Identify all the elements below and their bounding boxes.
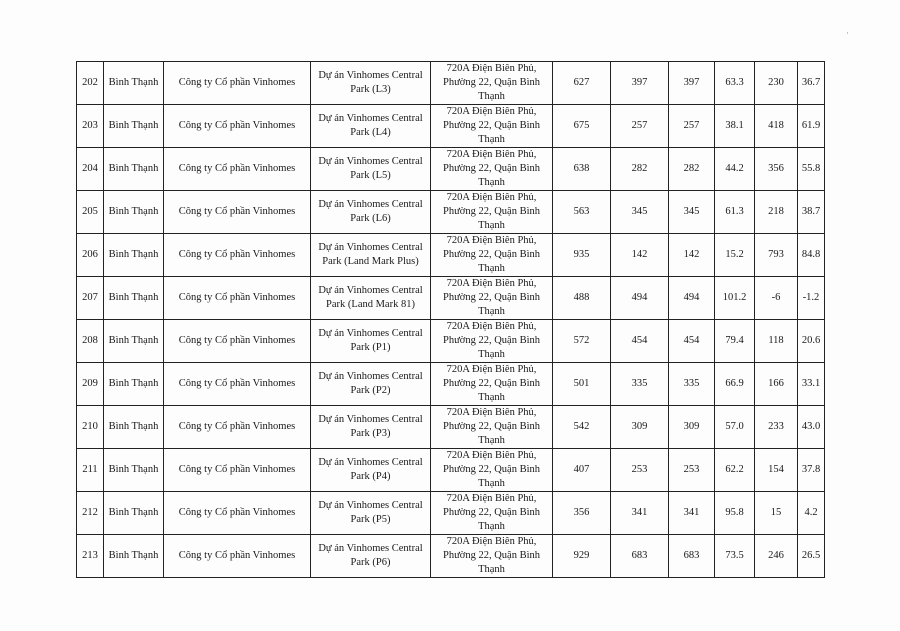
district-cell: Bình Thạnh — [104, 105, 164, 148]
stt-cell: 205 — [77, 191, 104, 234]
value-cell-4: 66.9 — [715, 363, 755, 406]
stt-cell: 206 — [77, 234, 104, 277]
value-cell-6: 38.7 — [798, 191, 825, 234]
company-cell: Công ty Cổ phần Vinhomes — [164, 105, 311, 148]
district-cell: Bình Thạnh — [104, 406, 164, 449]
project-cell: Dự án Vinhomes Central Park (L3) — [311, 62, 431, 105]
company-cell: Công ty Cổ phần Vinhomes — [164, 535, 311, 578]
stt-cell: 213 — [77, 535, 104, 578]
data-table — [76, 61, 825, 578]
company-cell: Công ty Cổ phần Vinhomes — [164, 62, 311, 105]
value-cell-1: 935 — [553, 234, 611, 277]
value-cell-3: 683 — [669, 535, 715, 578]
value-cell-5: 15 — [755, 492, 798, 535]
table-row — [77, 363, 825, 406]
address-cell: 720A Điện Biên Phủ, Phường 22, Quận Bình Thạnh — [431, 62, 553, 105]
value-cell-3: 142 — [669, 234, 715, 277]
table-row — [77, 406, 825, 449]
value-cell-4: 101.2 — [715, 277, 755, 320]
value-cell-4: 63.3 — [715, 62, 755, 105]
stt-cell: 204 — [77, 148, 104, 191]
stt-cell: 212 — [77, 492, 104, 535]
address-cell: 720A Điện Biên Phủ, Phường 22, Quận Bình Thạnh — [431, 535, 553, 578]
value-cell-2: 335 — [611, 363, 669, 406]
value-cell-6: 33.1 — [798, 363, 825, 406]
value-cell-4: 79.4 — [715, 320, 755, 363]
value-cell-1: 627 — [553, 62, 611, 105]
value-cell-3: 454 — [669, 320, 715, 363]
value-cell-6: 26.5 — [798, 535, 825, 578]
value-cell-5: 166 — [755, 363, 798, 406]
value-cell-5: 246 — [755, 535, 798, 578]
company-cell: Công ty Cổ phần Vinhomes — [164, 449, 311, 492]
value-cell-1: 488 — [553, 277, 611, 320]
company-cell: Công ty Cổ phần Vinhomes — [164, 492, 311, 535]
company-cell: Công ty Cổ phần Vinhomes — [164, 234, 311, 277]
value-cell-5: 154 — [755, 449, 798, 492]
address-cell: 720A Điện Biên Phủ, Phường 22, Quận Bình Thạnh — [431, 449, 553, 492]
company-cell: Công ty Cổ phần Vinhomes — [164, 320, 311, 363]
project-cell: Dự án Vinhomes Central Park (L4) — [311, 105, 431, 148]
value-cell-6: -1.2 — [798, 277, 825, 320]
value-cell-1: 675 — [553, 105, 611, 148]
project-cell: Dự án Vinhomes Central Park (L5) — [311, 148, 431, 191]
district-cell: Bình Thạnh — [104, 449, 164, 492]
value-cell-2: 683 — [611, 535, 669, 578]
project-cell: Dự án Vinhomes Central Park (P5) — [311, 492, 431, 535]
value-cell-3: 494 — [669, 277, 715, 320]
address-cell: 720A Điện Biên Phủ, Phường 22, Quận Bình Thạnh — [431, 191, 553, 234]
value-cell-2: 345 — [611, 191, 669, 234]
table-row — [77, 148, 825, 191]
district-cell: Bình Thạnh — [104, 191, 164, 234]
value-cell-6: 55.8 — [798, 148, 825, 191]
district-cell: Bình Thạnh — [104, 234, 164, 277]
value-cell-2: 494 — [611, 277, 669, 320]
value-cell-3: 309 — [669, 406, 715, 449]
address-cell: 720A Điện Biên Phủ, Phường 22, Quận Bình Thạnh — [431, 277, 553, 320]
value-cell-1: 501 — [553, 363, 611, 406]
district-cell: Bình Thạnh — [104, 62, 164, 105]
table-row — [77, 535, 825, 578]
value-cell-4: 57.0 — [715, 406, 755, 449]
value-cell-5: -6 — [755, 277, 798, 320]
value-cell-2: 282 — [611, 148, 669, 191]
value-cell-1: 542 — [553, 406, 611, 449]
value-cell-1: 572 — [553, 320, 611, 363]
value-cell-5: 356 — [755, 148, 798, 191]
address-cell: 720A Điện Biên Phủ, Phường 22, Quận Bình Thạnh — [431, 105, 553, 148]
value-cell-2: 142 — [611, 234, 669, 277]
value-cell-3: 253 — [669, 449, 715, 492]
district-cell: Bình Thạnh — [104, 320, 164, 363]
project-cell: Dự án Vinhomes Central Park (P2) — [311, 363, 431, 406]
company-cell: Công ty Cổ phần Vinhomes — [164, 191, 311, 234]
value-cell-6: 43.0 — [798, 406, 825, 449]
value-cell-4: 61.3 — [715, 191, 755, 234]
district-cell: Bình Thạnh — [104, 535, 164, 578]
project-cell: Dự án Vinhomes Central Park (Land Mark Plus) — [311, 234, 431, 277]
address-cell: 720A Điện Biên Phủ, Phường 22, Quận Bình Thạnh — [431, 406, 553, 449]
value-cell-4: 73.5 — [715, 535, 755, 578]
value-cell-2: 341 — [611, 492, 669, 535]
company-cell: Công ty Cổ phần Vinhomes — [164, 277, 311, 320]
value-cell-6: 37.8 — [798, 449, 825, 492]
value-cell-1: 356 — [553, 492, 611, 535]
district-cell: Bình Thạnh — [104, 277, 164, 320]
table-row — [77, 191, 825, 234]
address-cell: 720A Điện Biên Phủ, Phường 22, Quận Bình Thạnh — [431, 234, 553, 277]
value-cell-3: 257 — [669, 105, 715, 148]
table-row — [77, 277, 825, 320]
value-cell-3: 282 — [669, 148, 715, 191]
address-cell: 720A Điện Biên Phủ, Phường 22, Quận Bình Thạnh — [431, 320, 553, 363]
project-cell: Dự án Vinhomes Central Park (P3) — [311, 406, 431, 449]
value-cell-5: 233 — [755, 406, 798, 449]
project-cell: Dự án Vinhomes Central Park (Land Mark 81) — [311, 277, 431, 320]
company-cell: Công ty Cổ phần Vinhomes — [164, 363, 311, 406]
value-cell-6: 20.6 — [798, 320, 825, 363]
stt-cell: 202 — [77, 62, 104, 105]
value-cell-6: 84.8 — [798, 234, 825, 277]
district-cell: Bình Thạnh — [104, 148, 164, 191]
value-cell-5: 793 — [755, 234, 798, 277]
stt-cell: 210 — [77, 406, 104, 449]
district-cell: Bình Thạnh — [104, 492, 164, 535]
value-cell-3: 345 — [669, 191, 715, 234]
value-cell-6: 36.7 — [798, 62, 825, 105]
table-container — [76, 61, 824, 578]
value-cell-4: 44.2 — [715, 148, 755, 191]
project-cell: Dự án Vinhomes Central Park (P4) — [311, 449, 431, 492]
scan-dot: · — [846, 28, 849, 38]
project-cell: Dự án Vinhomes Central Park (L6) — [311, 191, 431, 234]
value-cell-5: 418 — [755, 105, 798, 148]
project-cell: Dự án Vinhomes Central Park (P1) — [311, 320, 431, 363]
table-body — [77, 62, 825, 578]
stt-cell: 209 — [77, 363, 104, 406]
value-cell-1: 638 — [553, 148, 611, 191]
value-cell-5: 230 — [755, 62, 798, 105]
value-cell-2: 454 — [611, 320, 669, 363]
value-cell-2: 253 — [611, 449, 669, 492]
stt-cell: 211 — [77, 449, 104, 492]
company-cell: Công ty Cổ phần Vinhomes — [164, 148, 311, 191]
table-row — [77, 492, 825, 535]
stt-cell: 208 — [77, 320, 104, 363]
company-cell: Công ty Cổ phần Vinhomes — [164, 406, 311, 449]
value-cell-2: 257 — [611, 105, 669, 148]
value-cell-2: 309 — [611, 406, 669, 449]
project-cell: Dự án Vinhomes Central Park (P6) — [311, 535, 431, 578]
table-row — [77, 449, 825, 492]
table-row — [77, 105, 825, 148]
value-cell-1: 563 — [553, 191, 611, 234]
address-cell: 720A Điện Biên Phủ, Phường 22, Quận Bình Thạnh — [431, 492, 553, 535]
value-cell-3: 397 — [669, 62, 715, 105]
value-cell-1: 929 — [553, 535, 611, 578]
value-cell-5: 218 — [755, 191, 798, 234]
table-row — [77, 234, 825, 277]
value-cell-6: 61.9 — [798, 105, 825, 148]
stt-cell: 203 — [77, 105, 104, 148]
value-cell-1: 407 — [553, 449, 611, 492]
value-cell-4: 95.8 — [715, 492, 755, 535]
value-cell-3: 335 — [669, 363, 715, 406]
value-cell-4: 15.2 — [715, 234, 755, 277]
stt-cell: 207 — [77, 277, 104, 320]
address-cell: 720A Điện Biên Phủ, Phường 22, Quận Bình Thạnh — [431, 148, 553, 191]
district-cell: Bình Thạnh — [104, 363, 164, 406]
value-cell-2: 397 — [611, 62, 669, 105]
table-row — [77, 62, 825, 105]
table-row — [77, 320, 825, 363]
value-cell-6: 4.2 — [798, 492, 825, 535]
value-cell-5: 118 — [755, 320, 798, 363]
value-cell-4: 38.1 — [715, 105, 755, 148]
value-cell-4: 62.2 — [715, 449, 755, 492]
address-cell: 720A Điện Biên Phủ, Phường 22, Quận Bình Thạnh — [431, 363, 553, 406]
value-cell-3: 341 — [669, 492, 715, 535]
